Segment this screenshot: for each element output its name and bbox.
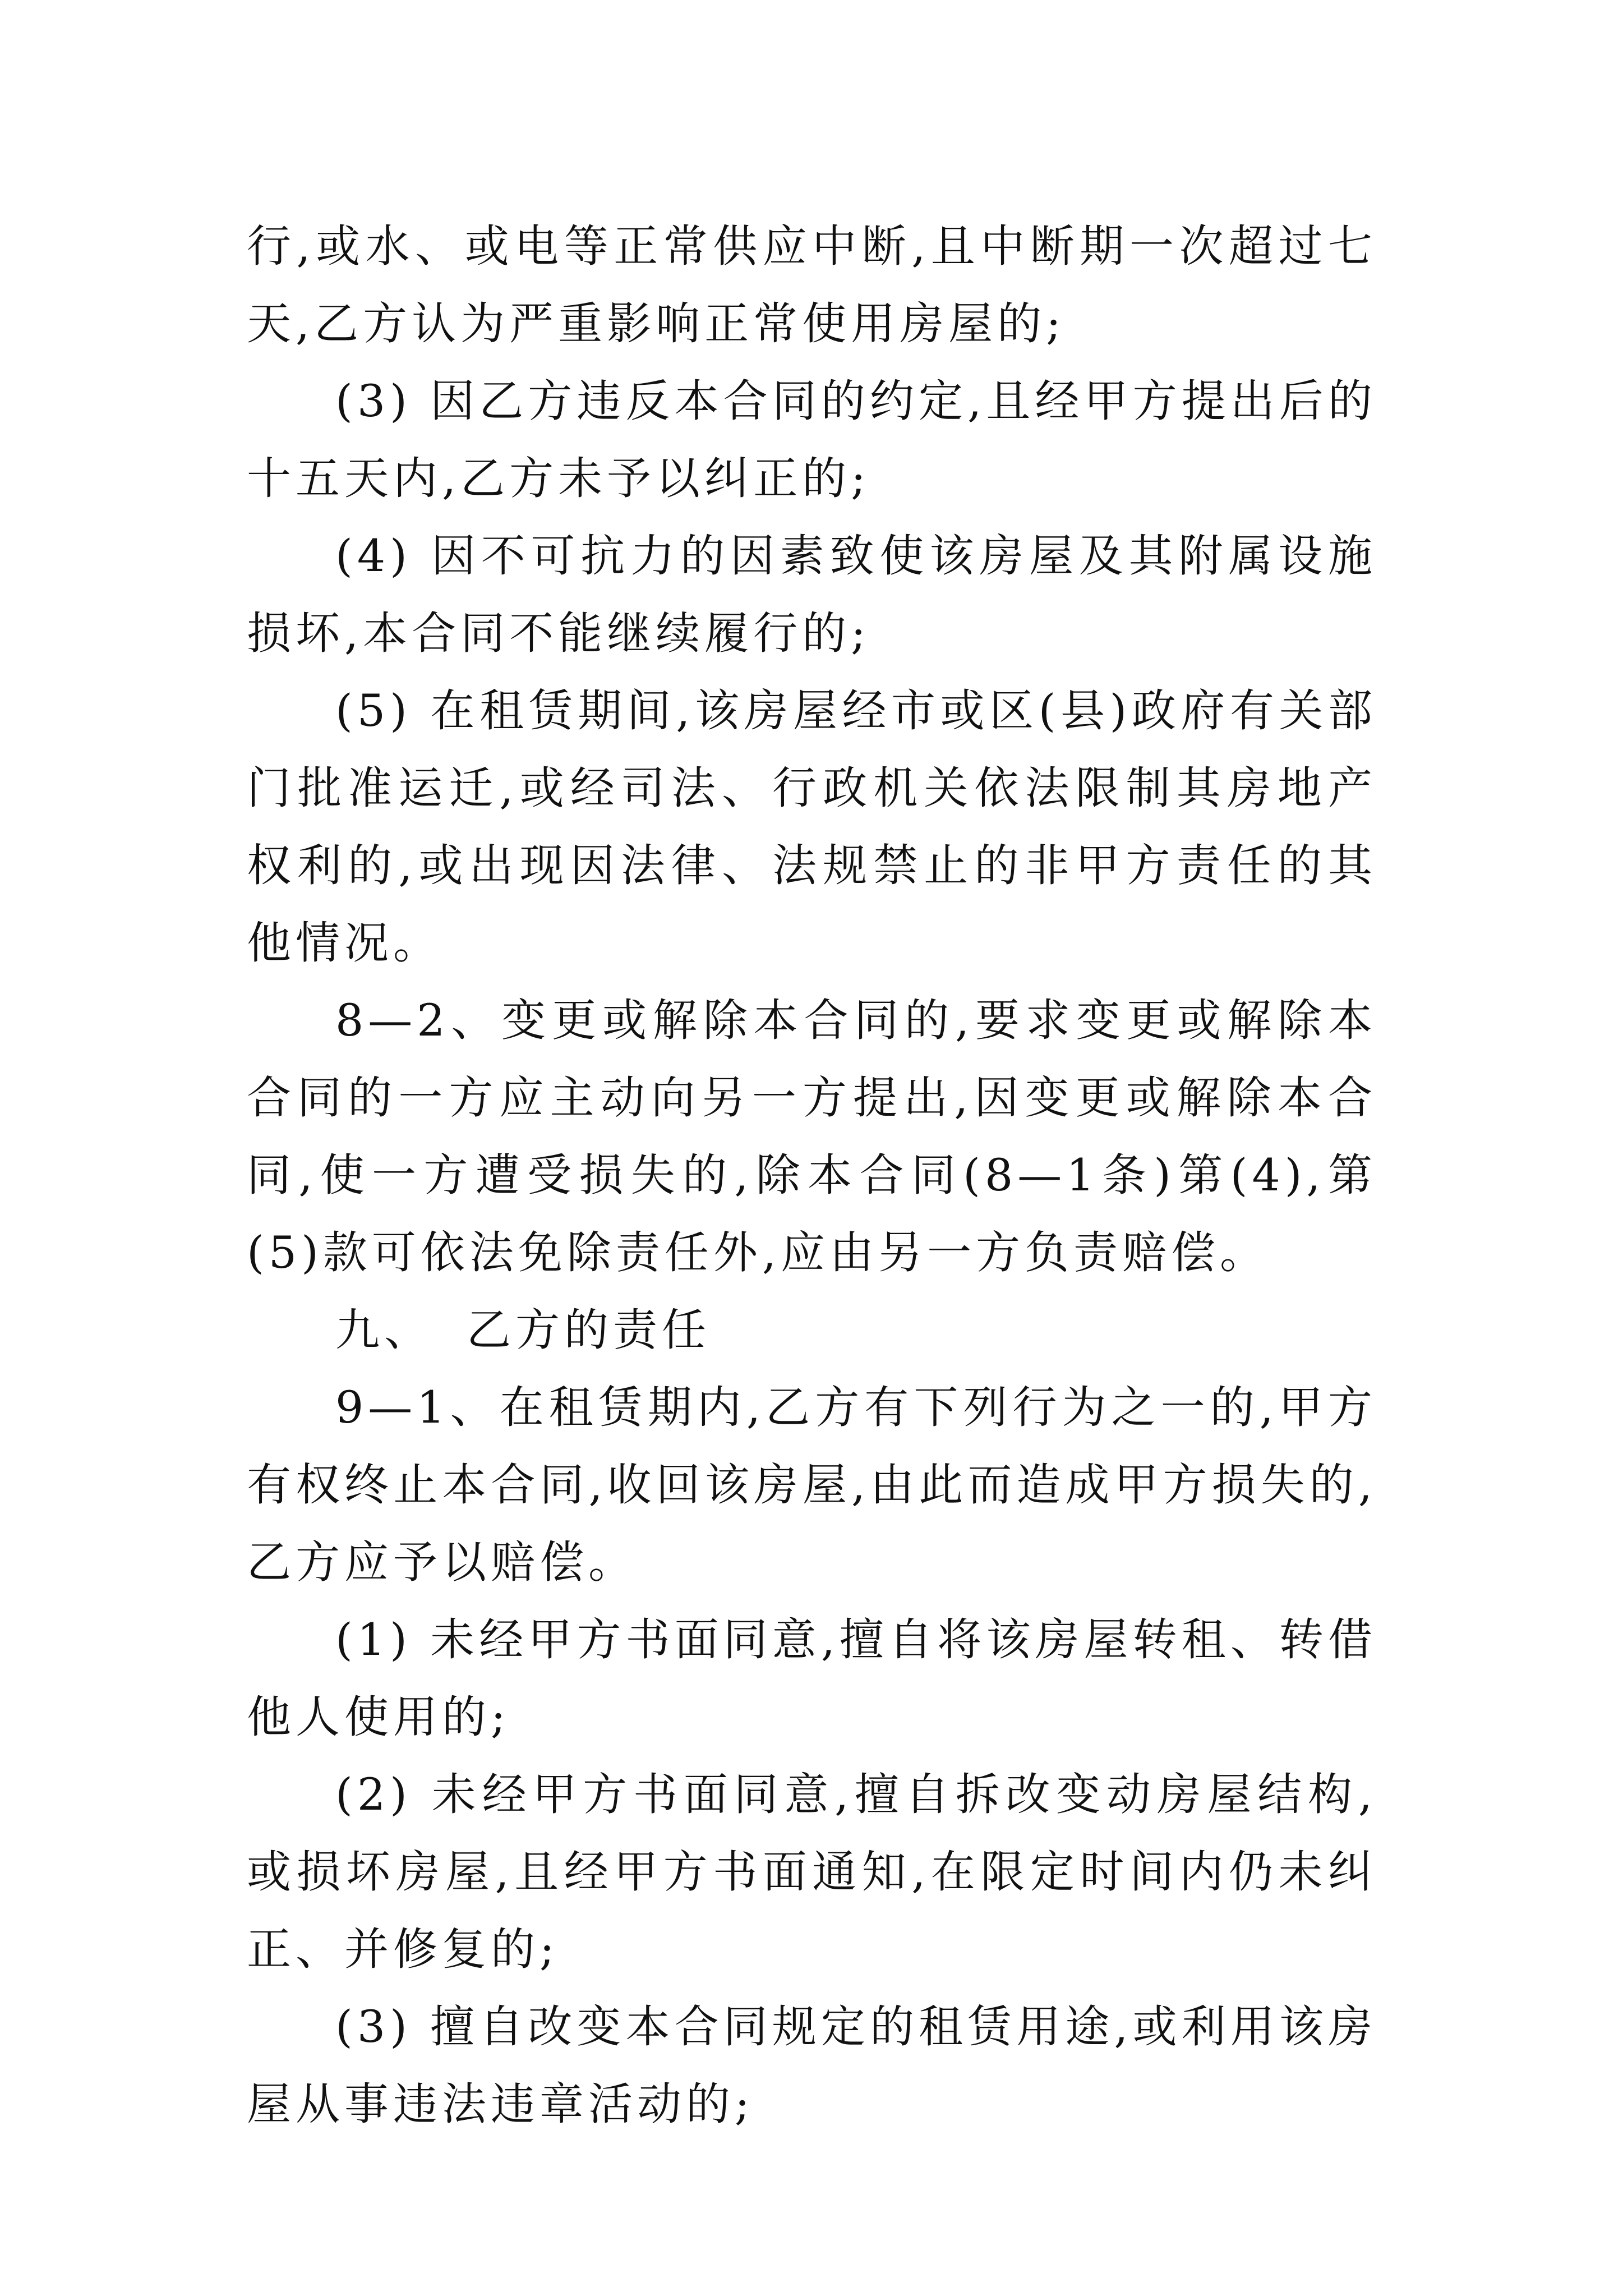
paragraph-9-1-item-2-structure: (2) 未经甲方书面同意,擅自拆改变动房屋结构,或损坏房屋,且经甲方书面通知,在限定时间内仍未纠正、并修复的;: [247, 1769, 1377, 1975]
section-heading-number: 九、: [335, 1304, 433, 1356]
paragraph-8-2-change-termination: 8—2、变更或解除本合同的,要求变更或解除本合同的一方应主动向另一方提出,因变更或解除本合同,使一方遭受损失的,除本合同(8—1条)第(4),第(5)款可依法免除责任外,应由另一方负责赔偿。: [247, 995, 1377, 1278]
paragraph-9-1-item-1-sublease: (1) 未经甲方书面同意,擅自将该房屋转租、转借他人使用的;: [247, 1614, 1377, 1743]
paragraph-9-1-termination-rights: 9—1、在租赁期内,乙方有下列行为之一的,甲方有权终止本合同,收回该房屋,由此而造成甲方损失的,乙方应予以赔偿。: [247, 1382, 1377, 1588]
section-heading: [247, 1291, 1377, 1369]
paragraph-clause-3-violation: (3) 因乙方违反本合同的约定,且经甲方提出后的十五天内,乙方未予以纠正的;: [247, 375, 1377, 504]
paragraph-supply-interruption: 行,或水、或电等正常供应中断,且中断期一次超过七天,乙方认为严重影响正常使用房屋的;: [247, 220, 1377, 349]
paragraph-clause-4-force-majeure: (4) 因不可抗力的因素致使该房屋及其附属设施损坏,本合同不能继续履行的;: [247, 530, 1377, 659]
section-heading-title: 乙方的责任: [467, 1304, 711, 1356]
paragraph-clause-5-relocation: (5) 在租赁期间,该房屋经市或区(县)政府有关部门批准运迁,或经司法、行政机关依法限制其房地产权利的,或出现因法律、法规禁止的非甲方责任的其他情况。: [247, 685, 1377, 969]
document-body: [247, 208, 1377, 2143]
paragraph-9-1-item-3-usage: (3) 擅自改变本合同规定的租赁用途,或利用该房屋从事违法违章活动的;: [247, 2001, 1377, 2130]
